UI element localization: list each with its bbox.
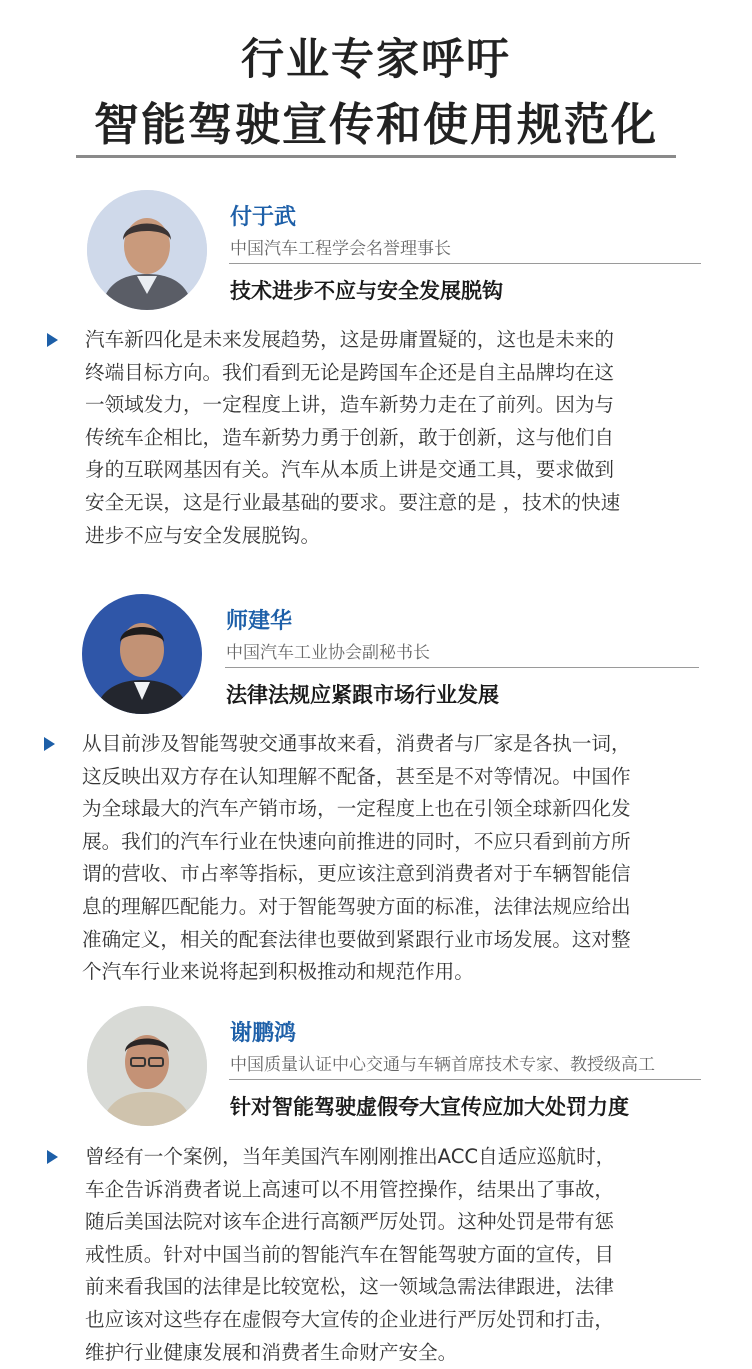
quote-line: 车企告诉消费者说上高速可以不用管控操作，结果出了事故， [85,1177,615,1201]
quote-line: 安全无误，这是行业最基础的要求。要注意的是 ，技术的快速 [85,490,621,514]
quote-line: 随后美国法院对该车企进行高额严厉处罚。这种处罚是带有惩 [85,1210,615,1234]
bullet-marker [44,737,55,751]
quote-line: 维护行业健康发展和消费者生命财产安全。 [85,1340,458,1364]
expert-name: 师建华 [226,609,293,634]
page-title-line1: 行业专家呼吁 [241,35,511,85]
quote-line: 进步不应与安全发展脱钩。 [85,523,321,547]
expert-title: 中国汽车工程学会名誉理事长 [230,239,451,259]
expert-quote [85,1141,615,1369]
avatar-portrait-3 [87,1006,207,1126]
avatar-portrait-1 [87,190,207,310]
page-title-line2: 智能驾驶宣传和使用规范化 [93,98,658,151]
expert-divider [225,667,699,668]
quote-line: 个汽车行业来说将起到积极推动和规范作用。 [82,960,474,984]
expert-divider [229,263,701,264]
expert-divider [229,1079,701,1080]
quote-line: 息的理解匹配能力。对于智能驾驶方面的标准，法律法规应给出 [82,894,631,918]
bullet-marker [47,333,58,347]
portrait-icon [87,190,207,310]
quote-line: 这反映出双方存在认知理解不配备，甚至是不对等情况。中国作 [82,764,631,788]
quote-line: 准确定义，相关的配套法律也要做到紧跟行业市场发展。这对整 [82,927,631,951]
quote-line: 展。我们的汽车行业在快速向前推进的同时，不应只看到前方所 [82,829,631,853]
quote-line: 一领域发力，一定程度上讲，造车新势力走在了前列。因为与 [85,393,615,417]
portrait-icon [82,594,202,714]
quote-line: 前来看我国的法律是比较宽松，这一领域急需法律跟进，法律 [85,1275,615,1299]
quote-line: 为全球最大的汽车产销市场，一定程度上也在引领全球新四化发 [82,797,631,821]
expert-title: 中国质量认证中心交通与车辆首席技术专家、教授级高工 [230,1055,655,1075]
expert-name: 谢鹏鸿 [230,1021,297,1046]
expert-headline: 法律法规应紧跟市场行业发展 [226,683,499,707]
quote-line: 传统车企相比，造车新势力勇于创新，敢于创新，这与他们自 [85,425,615,449]
portrait-icon [87,1006,207,1126]
quote-line: 戒性质。针对中国当前的智能汽车在智能驾驶方面的宣传，目 [85,1242,615,1266]
expert-quote [85,324,620,552]
title-divider [76,155,676,158]
quote-line: 从目前涉及智能驾驶交通事故来看，消费者与厂家是各执一词， [82,732,631,755]
expert-headline: 针对智能驾驶虚假夸大宣传应加大处罚力度 [230,1095,629,1119]
expert-headline: 技术进步不应与安全发展脱钩 [230,279,503,303]
quote-line: 终端目标方向。我们看到无论是跨国车企还是自主品牌均在这 [85,360,615,384]
expert-name: 付于武 [230,205,297,230]
avatar-portrait-2 [82,594,202,714]
expert-title: 中国汽车工业协会副秘书长 [226,643,430,663]
quote-line: 汽车新四化是未来发展趋势，这是毋庸置疑的，这也是未来的 [85,328,615,351]
bullet-marker [47,1150,58,1164]
expert-quote [82,728,631,989]
quote-line: 也应该对这些存在虚假夸大宣传的企业进行严厉处罚和打击， [85,1307,615,1331]
quote-line: 谓的营收、市占率等指标，更应该注意到消费者对于车辆智能信 [82,862,631,886]
quote-line: 曾经有一个案例，当年美国汽车刚刚推出ACC自适应巡航时， [85,1145,616,1168]
quote-line: 身的互联网基因有关。汽车从本质上讲是交通工具，要求做到 [85,458,615,482]
